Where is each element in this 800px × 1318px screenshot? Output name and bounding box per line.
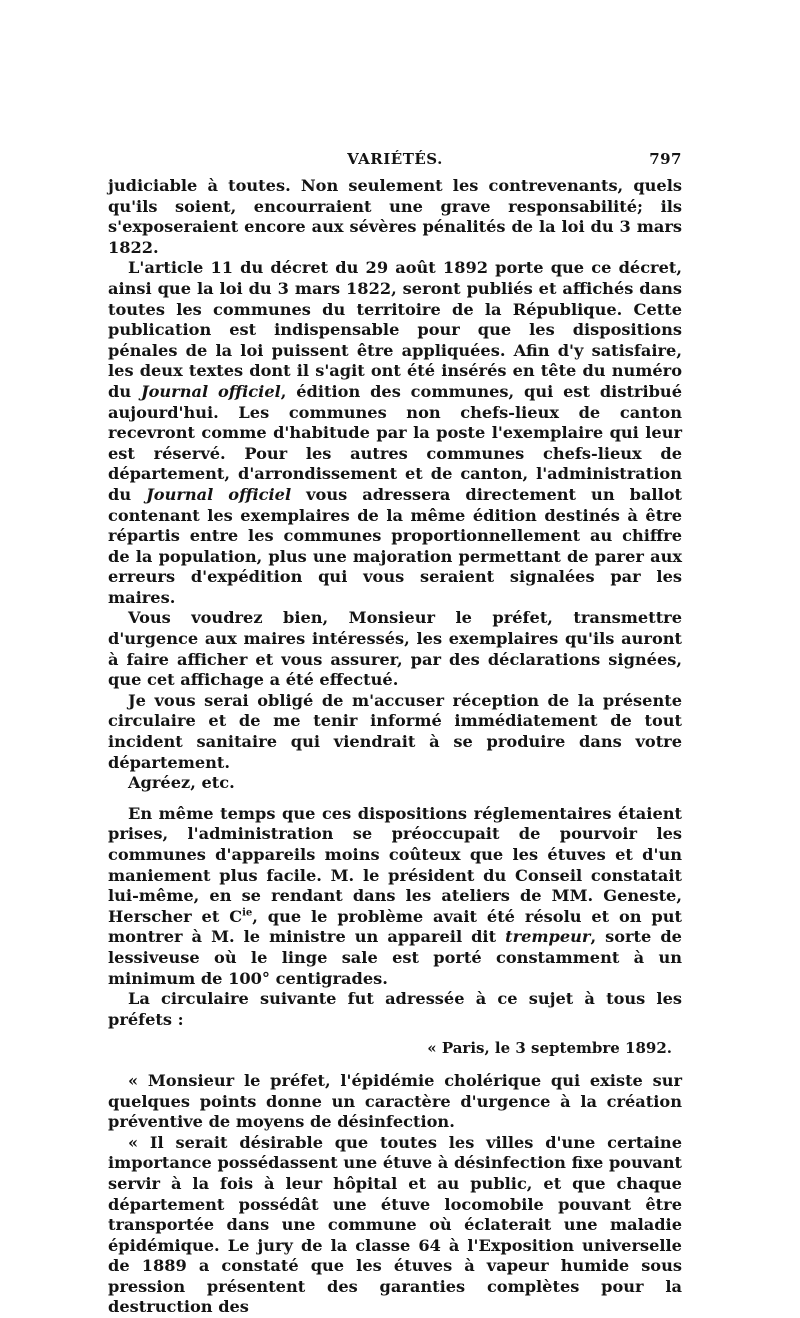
paragraph [108,989,682,1030]
page-number: 797 [649,150,682,168]
dateline [108,1038,682,1059]
paragraph-text: L'article 11 du décret du 29 août 1892 porte que ce décret, ainsi que la loi du 3 mars 1822, seront publiés et affichés dans toutes les communes du territoire de la République. Cette publication est indispensable pour que les dispositions pénales de la loi puissent être appliquées. Afin d'y satisfaire, les deux textes dont il s'agit ont été insérés en tête du numéro du [108,258,682,401]
journal-title: Journal officiel [140,381,281,401]
superscript: ie [242,907,253,919]
paragraph [108,1071,682,1133]
paragraph-text: , sorte de lessiveuse où le linge sale est porté constamment à un minimum de 100° centigrades. [108,927,682,988]
paragraph-text: Je vous serai obligé de m'accuser réception de la présente circulaire et de me tenir informé immédiatement de tout incident sanitaire qui viendrait à se produire dans votre département. [108,690,682,772]
paragraph-text: La circulaire suivante fut adressée à ce sujet à tous les préfets : [108,989,682,1029]
dateline-text: « Paris, le 3 septembre 1892. [427,1039,672,1058]
paragraph [108,258,682,608]
paragraph [108,608,682,690]
paragraph [108,1133,682,1318]
paragraph [108,691,682,773]
paragraph-text: , édition des communes, qui est distribué aujourd'hui. Les communes non chefs-lieux de canton recevront comme d'habitude par la poste l'exemplaire qui leur est réservé. Pour les autres communes chefs-lieux de département, d'arrondissement et de canton, l'administration du [108,381,682,504]
paragraph [108,804,682,989]
running-title: VARIÉTÉS. [347,150,443,168]
journal-title: Journal officiel [146,484,292,504]
paragraph-text: « Monsieur le préfet, l'épidémie cholérique qui existe sur quelques points donne un caractère d'urgence à la création préventive de moyens de désinfection. [108,1070,682,1132]
body-text [108,176,682,1318]
paragraph [108,176,682,258]
paragraph-text: , que le problème avait été résolu et on put montrer à M. le ministre un appareil dit [108,906,682,947]
paragraph-text: En même temps que ces dispositions réglementaires étaient prises, l'administration se préoccupait de pourvoir les communes d'appareils moins coûteux que les étuves et d'un maniement plus facile. M. le président du Conseil constatait lui-même, en se rendant dans les ateliers de MM. Geneste, Herscher et C [108,803,682,926]
paragraph-text: vous adressera directement un ballot contenant les exemplaires de la même édition destinés à être répartis entre les communes proportionnellement au chiffre de la population, plus une majoration permettant de parer aux erreurs d'expédition qui vous seraient signalées par les maires. [108,484,683,607]
device-name: trempeur [505,927,591,947]
paragraph [108,773,682,794]
paragraph-text: judiciable à toutes. Non seulement les contrevenants, quels qu'ils soient, encourraient une grave responsabilité; ils s'exposeraient encore aux sévères pénalités de la loi du 3 mars 1822. [108,176,682,257]
closing-formula: Agréez, etc. [128,773,235,793]
paragraph-text: « Il serait désirable que toutes les villes d'une certaine importance possédassent une étuve à désinfection fixe pouvant servir à la fois à leur hôpital et au public, et que chaque département possédât une étuve locomobile pouvant être transportée dans une commune où éclaterait une maladie épidémique. Le jury de la classe 64 à l'Exposition universelle de 1889 a constaté que les étuves à vapeur humide sous pression présentent des garanties complètes pour la destruction des [108,1132,682,1317]
paragraph-text: Vous voudrez bien, Monsieur le préfet, transmettre d'urgence aux maires intéressés, les exemplaires qu'ils auront à faire afficher et vous assurer, par des déclarations signées, que cet affichage a été effectué. [108,608,682,690]
page [108,150,682,1318]
running-header [108,150,682,176]
